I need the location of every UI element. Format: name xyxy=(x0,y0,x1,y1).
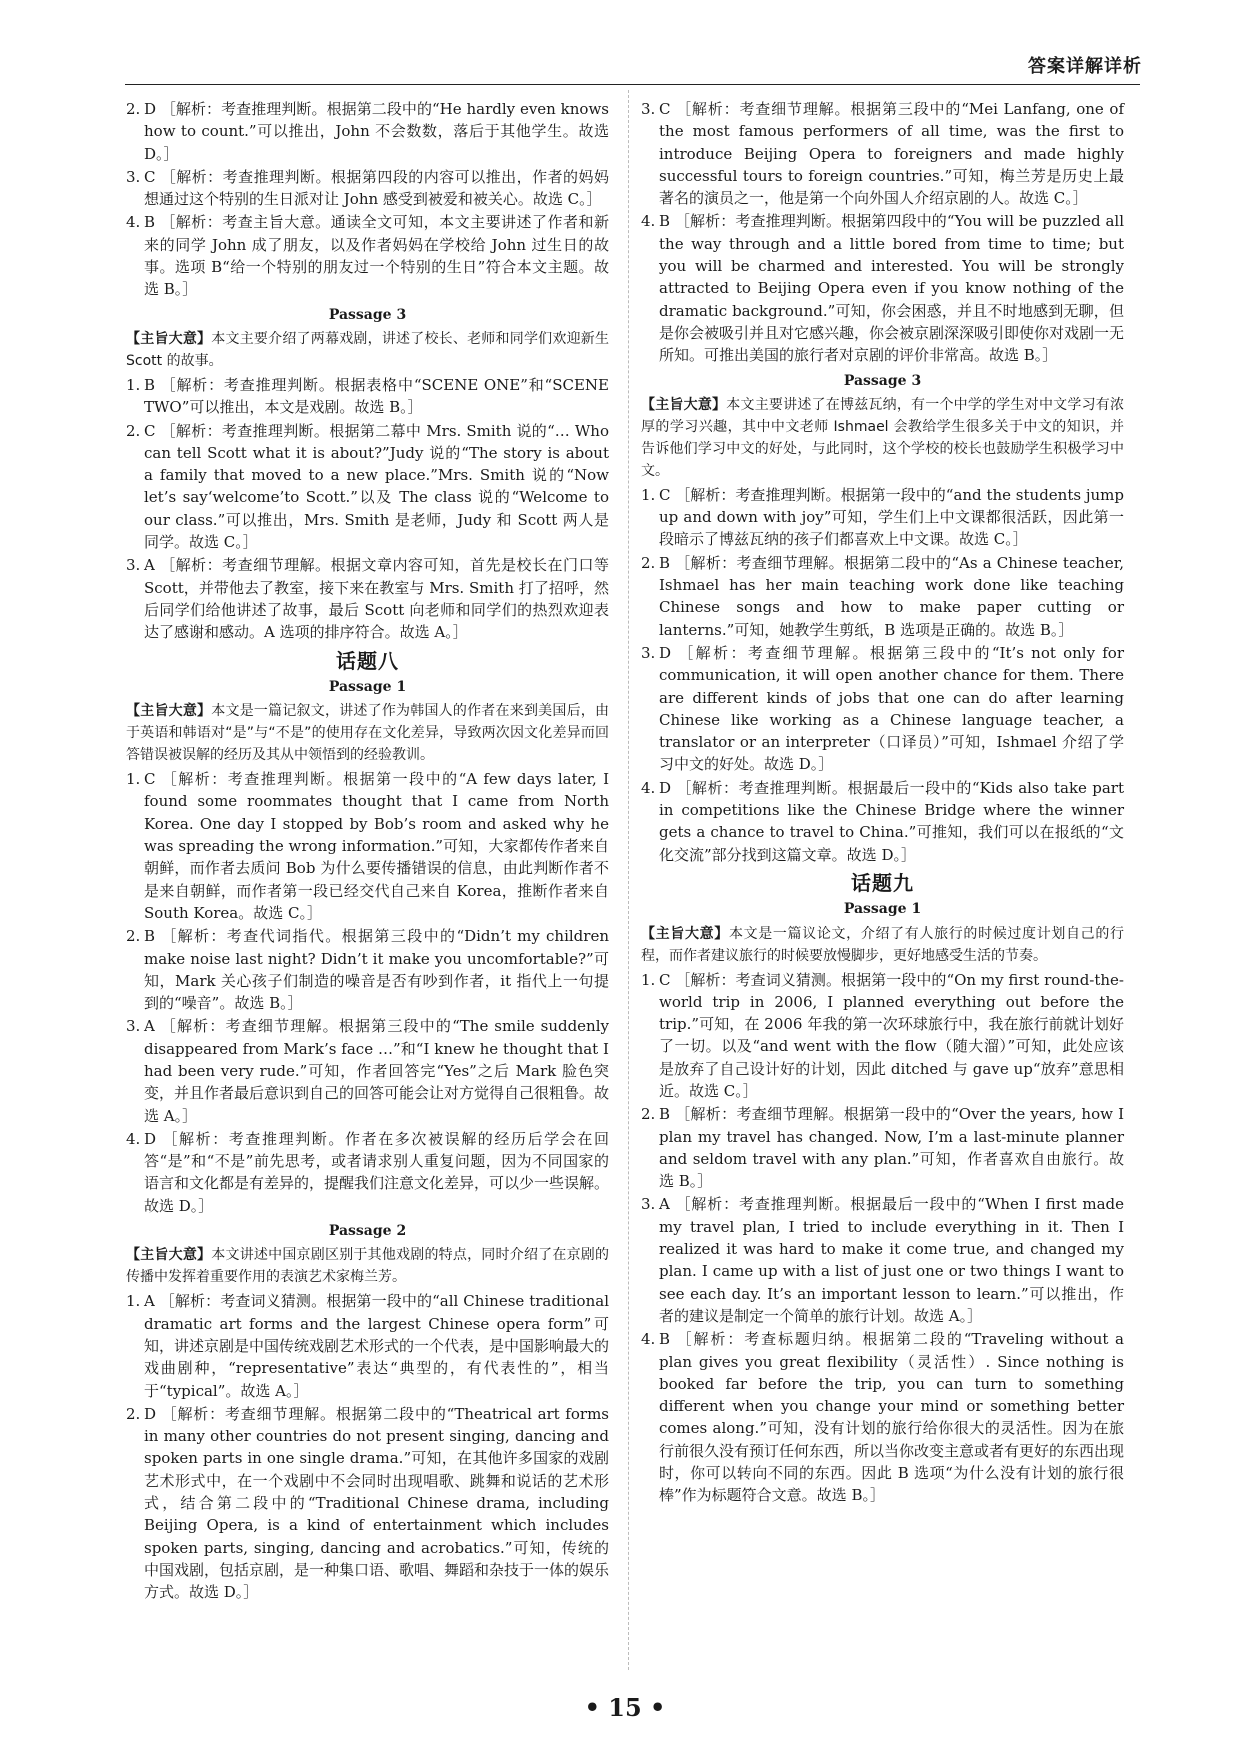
answer-item xyxy=(126,925,609,1014)
item-number: 1. xyxy=(641,970,656,989)
item-text: A ［解析：考查细节理解。根据文章内容可知，首先是校长在门口等 Scott，并带他去了教室，接下来在教室与 Mrs. Smith 打了招呼，然后同学们给他讲述了故事，最后 Scott 向老师和同学们的热烈欢迎表达了感谢和感动。A 选项的排序符合。故选 A。］ xyxy=(144,556,609,642)
answer-item xyxy=(126,1403,609,1604)
item-number: 2. xyxy=(126,927,141,946)
passage-summary xyxy=(641,923,1124,967)
item-text: A ［解析：考查推理判断。根据最后一段中的“When I first made my travel plan, I tried to include everything in it. Then I realized it was hard to make it come true, and changed my plan. I came up with a list of just one or two things I want to see each day. It’s an important lesson to learn.”可以推出，作者的建议是制定一个简单的旅行计划。故选 A。］ xyxy=(659,1195,1124,1325)
item-number: 2. xyxy=(126,100,141,118)
answer-item xyxy=(126,211,609,300)
item-text: B ［解析：考查细节理解。根据第二段中的“As a Chinese teacher, Ishmael has her main teaching work done like teaching Chinese songs and how to make paper cutting or lanterns.”可知，她教学生剪纸，B 选项是正确的。故选 B。］ xyxy=(659,553,1124,639)
answer-item xyxy=(641,1328,1124,1506)
item-text: B ［解析：考查推理判断。根据表格中“SCENE ONE”和“SCENE TWO”可以推出，本文是戏剧。故选 B。］ xyxy=(144,375,609,417)
item-number: 4. xyxy=(126,1129,141,1148)
passage-title: Passage 3 xyxy=(328,306,407,323)
passage-title: Passage 3 xyxy=(843,372,922,389)
passage-title: Passage 1 xyxy=(843,901,922,918)
answer-item xyxy=(641,1103,1124,1192)
answer-item xyxy=(641,1193,1124,1327)
item-number: 2. xyxy=(641,553,656,572)
item-text: A ［解析：考查细节理解。根据第三段中的“The smile suddenly disappeared from Mark’s face …”和“I knew he thought that I had been very rude.”可知，作者回答完“Yes”之后 Mark 脸色突变，并且作者最后意识到自己的回答可能会让对方觉得自己很粗鲁。故选 A。］ xyxy=(144,1017,610,1125)
answer-item xyxy=(126,98,609,165)
item-text: C ［解析：考查推理判断。根据第四段的内容可以推出，作者的妈妈想通过这个特别的生日派对让 John 感受到被爱和被关心。故选 C。］ xyxy=(144,167,609,209)
item-text: C ［解析：考查细节理解。根据第三段中的“Mei Lanfang, one of the most famous performers of all time, was the first to introduce Beijing Opera to foreigners and made highly successful tours to foreign countries.”可知，梅兰芳是历史上最著名的演员之一，他是第一个向外国人介绍京剧的人。故选 C。］ xyxy=(659,100,1124,208)
answer-item xyxy=(126,1128,609,1217)
item-number: 2. xyxy=(126,1404,141,1423)
summary-tag: 【主旨大意】 xyxy=(641,396,727,413)
answer-item xyxy=(126,1290,609,1401)
summary-text: 本文是一篇记叙文，讲述了作为韩国人的作者在来到美国后，由于英语和韩语对“是”与“不是”的使用存在文化差异，导致两次因文化差异而回答错误被误解的经历及其从中领悟到的经验教训。 xyxy=(126,703,610,764)
item-number: 3. xyxy=(126,167,141,186)
passage-title: Passage 2 xyxy=(328,1223,407,1240)
answer-item xyxy=(126,1015,609,1126)
answer-item xyxy=(126,374,609,419)
passage-summary xyxy=(126,700,609,766)
passage-summary xyxy=(126,328,609,372)
item-text: C ［解析：考查推理判断。根据第一段中的“and the students jump up and down with joy”可知，学生们上中文课都很活跃，因此第一段暗示了博兹瓦纳的孩子们都喜欢上中文课。故选 C。］ xyxy=(659,485,1124,549)
item-number: 3. xyxy=(126,556,141,575)
page-number: • 15 • xyxy=(584,1693,666,1722)
item-text: C ［解析：考查词义猜测。根据第一段中的“On my first round-the-world trip in 2006, I planned everything out before the trip.”可知，在 2006 年我的第一次环球旅行中，我在旅行前就计划好了一切。以及“and went with the flow（随大溜）”可知，此处应该是放弃了自己设计好的计划，因此 ditched 与 gave up“放弃”意思相近。故选 C。］ xyxy=(659,970,1124,1100)
summary-tag: 【主旨大意】 xyxy=(126,703,212,720)
header-title: 答案详解详析 xyxy=(1028,56,1142,77)
item-number: 3. xyxy=(641,100,656,118)
item-number: 1. xyxy=(126,1292,141,1311)
item-text: C ［解析：考查推理判断。根据第二幕中 Mrs. Smith 说的“… Who can tell Scott what it is about?”Judy 说的“The story is about a family that moved to a new place.”Mrs. Smith 说的“Now let’s say‘welcome’to Scott.”以及 The class 说的“Welcome to our class.”可以推出，Mrs. Smith 是老师，Judy 和 Scott 两人是同学。故选 C。］ xyxy=(144,421,609,552)
item-number: 1. xyxy=(126,375,141,394)
item-number: 1. xyxy=(126,770,141,789)
passage-summary xyxy=(641,394,1124,482)
header-rule xyxy=(125,84,1140,85)
summary-tag: 【主旨大意】 xyxy=(126,330,212,347)
topic-title: 话题八 xyxy=(336,648,399,673)
item-number: 3. xyxy=(641,643,656,662)
item-text: C ［解析：考查推理判断。根据第一段中的“A few days later, I found some roommates thought that I came from North Korea. One day I stopped by Bob’s room and asked why he was spreading the wrong information.”可知，大家都传作者来自朝鲜，而作者去质问 Bob 为什么要传播错误的信息，由此判断作者不是来自朝鲜，而作者第一段已经交代自己来自 Korea，推断作者来自 South Korea。故选 C。］ xyxy=(144,770,609,922)
item-number: 4. xyxy=(641,778,656,797)
item-text: B ［解析：考查细节理解。根据第一段中的“Over the years, how I plan my travel has changed. Now, I’m a last-minute planner and seldom travel with any plan.”可知，作者喜欢自由旅行。故选 B。］ xyxy=(659,1105,1124,1191)
answer-item xyxy=(641,969,1124,1103)
answer-item xyxy=(641,210,1124,366)
right-column xyxy=(641,98,1124,1508)
answer-item xyxy=(641,777,1124,866)
answer-item xyxy=(126,166,609,211)
answer-item xyxy=(126,420,609,554)
summary-text: 本文讲述中国京剧区别于其他戏剧的特点，同时介绍了在京剧的传播中发挥着重要作用的表演艺术家梅兰芳。 xyxy=(126,1247,610,1286)
item-number: 4. xyxy=(641,1330,656,1349)
column-divider xyxy=(628,90,629,1670)
item-number: 3. xyxy=(641,1195,656,1214)
item-text: A ［解析：考查词义猜测。根据第一段中的“all Chinese traditional dramatic art forms and the largest Chinese opera form”可知，讲述京剧是中国传统戏剧艺术形式的一个代表，是中国影响最大的戏曲剧种，“representative”表达“典型的，有代表性的”，相当于“typical”。故选 A。］ xyxy=(144,1292,610,1400)
item-text: B ［解析：考查主旨大意。通读全文可知，本文主要讲述了作者和新来的同学 John 成了朋友，以及作者妈妈在学校给 John 过生日的故事。选项 B“给一个特别的朋友过一个特别的生日”符合本文主题。故选 B。］ xyxy=(144,213,609,299)
item-text: D ［解析：考查细节理解。根据第二段中的“Theatrical art forms in many other countries do not present singing, dancing and spoken parts in one single drama.”可知，在其他许多国家的戏剧艺术形式中，在一个戏剧中不会同时出现唱歌、跳舞和说话的艺术形式，结合第二段中的“Traditional Chinese drama, including Beijing Opera, is a kind of entertainment which includes spoken parts, singing, dancing and acrobatics.”可知，传统的中国戏剧，包括京剧，是一种集口语、歌唱、舞蹈和杂技于一体的娱乐方式。故选 D。］ xyxy=(144,1404,610,1602)
item-text: D ［解析：考查推理判断。根据最后一段中的“Kids also take part in competitions like the Chinese Bridge where the winner gets a chance to travel to China.”可推知，我们可以在报纸的“文化交流”部分找到这篇文章。故选 D。］ xyxy=(659,778,1124,864)
item-text: B ［解析：考查标题归纳。根据第二段的“Traveling without a plan gives you great flexibility（灵活性）. Since nothing is booked far before the trip, you can turn to something different when you change your mind or something better comes along.”可知，没有计划的旅行给你很大的灵活性。因为在旅行前很久没有预订任何东西，所以当你改变主意或者有更好的东西出现时，你可以转向不同的东西。因此 B 选项“为什么没有计划的旅行很棒”作为标题符合文意。故选 B。］ xyxy=(659,1330,1125,1505)
item-text: B ［解析：考查代词指代。根据第三段中的“Didn’t my children make noise last night? Didn’t it make you uncomfortable?”可知，Mark 关心孩子们制造的噪音是否有吵到作者，it 指代上一句提到的“噪音”。故选 B。］ xyxy=(144,927,609,1013)
summary-tag: 【主旨大意】 xyxy=(641,925,729,942)
answer-item xyxy=(126,554,609,643)
left-column xyxy=(126,98,609,1605)
item-number: 2. xyxy=(641,1105,656,1124)
summary-tag: 【主旨大意】 xyxy=(126,1247,212,1264)
item-text: D ［解析：考查推理判断。作者在多次被误解的经历后学会在回答“是”和“不是”前先思考，或者请求别人重复问题，因为不同国家的语言和文化都是有差异的，提醒我们注意文化差异，可以少一些误解。故选 D。］ xyxy=(144,1129,610,1215)
summary-text: 本文主要介绍了两幕戏剧，讲述了校长、老师和同学们欢迎新生 Scott 的故事。 xyxy=(126,330,610,369)
answer-item xyxy=(641,642,1124,776)
answer-item xyxy=(641,552,1124,641)
answer-item xyxy=(126,768,609,924)
item-number: 4. xyxy=(126,213,141,232)
item-number: 2. xyxy=(126,421,141,440)
answer-item xyxy=(641,98,1124,209)
passage-title: Passage 1 xyxy=(328,678,407,695)
item-number: 1. xyxy=(641,485,656,504)
topic-title: 话题九 xyxy=(851,870,914,895)
summary-text: 本文主要讲述了在博兹瓦纳，有一个中学的学生对中文学习有浓厚的学习兴趣，其中中文老师 Ishmael 会教给学生很多关于中文的知识，并告诉他们学习中文的好处，与此同时，这个学校的校长也鼓励学生积极学习中文。 xyxy=(641,396,1125,479)
item-number: 4. xyxy=(641,212,656,231)
item-text: D ［解析：考查推理判断。根据第二段中的“He hardly even knows how to count.”可以推出，John 不会数数，落后于其他学生。故选 D。］ xyxy=(144,100,609,163)
summary-text: 本文是一篇议论文，介绍了有人旅行的时候过度计划自己的行程，而作者建议旅行的时候要放慢脚步，更好地感受生活的节奏。 xyxy=(641,925,1124,964)
answer-item xyxy=(641,484,1124,551)
item-text: B ［解析：考查推理判断。根据第四段中的“You will be puzzled all the way through and a little bored from time to time; but you will be charmed and interested. You will be strongly attracted to Beijing Opera even if you know nothing of the dramatic background.”可知，你会困惑，并且不时地感到无聊，但是你会被吸引并且对它感兴趣，你会被京剧深深吸引即使你对戏剧一无所知。可推出美国的旅行者对京剧的评价非常高。故选 B。］ xyxy=(659,212,1125,365)
item-text: D ［解析：考查细节理解。根据第三段中的“It’s not only for communication, it will open another chance for them. There are different kinds of jobs that one can do after learning Chinese like working as a Chinese language teacher, a translator or an interpreter（口译员）”可知，Ishmael 介绍了学习中文的好处。故选 D。］ xyxy=(659,643,1124,774)
item-number: 3. xyxy=(126,1017,141,1036)
passage-summary xyxy=(126,1244,609,1288)
